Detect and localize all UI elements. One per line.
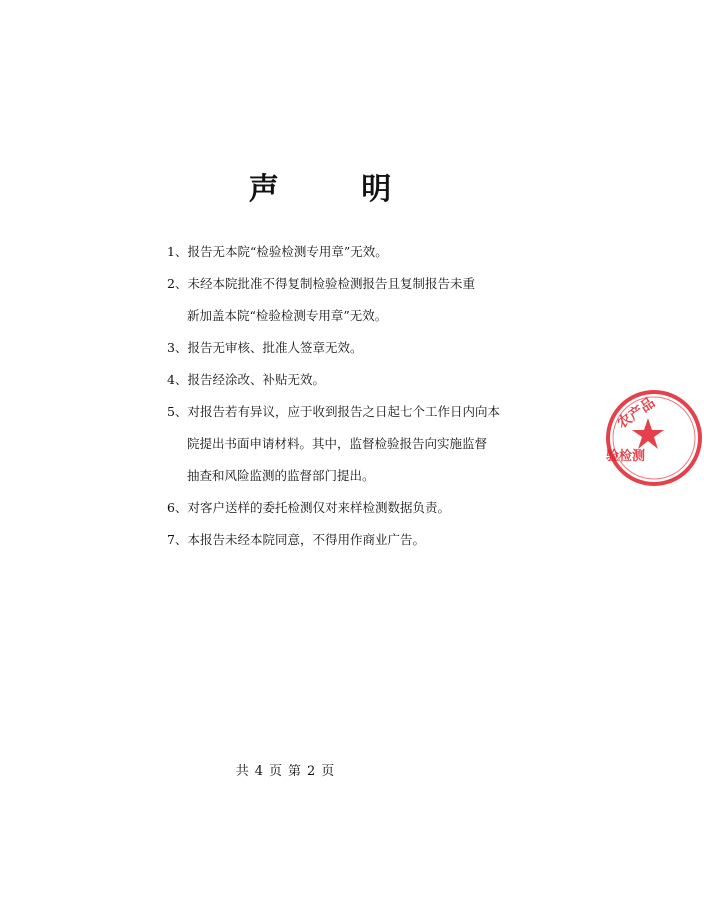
clause-1-line-1: 1、报告无本院“检验检测专用章”无效。 [167,244,388,259]
official-seal-stamp [604,388,704,488]
footer-page-word: 页 [268,764,282,779]
declaration-clauses [167,240,567,560]
svg-text:农产品: 农产品 [614,394,659,432]
footer-current-prefix: 第 [288,764,302,779]
clause-2-line-1: 2、未经本院批准不得复制检验检测报告且复制报告未重 [167,276,475,291]
clause-6-line-1: 6、对客户送样的委托检测仅对来样检测数据负责。 [167,500,450,515]
clause-4-line-1: 4、报告经涂改、补贴无效。 [167,372,325,387]
clause-7-line-1: 7、本报告未经本院同意，不得用作商业广告。 [167,532,425,547]
footer-total-pages: 4 [254,764,263,779]
clause-3-line-1: 3、报告无审核、批准人签章无效。 [167,340,363,355]
footer-current-suffix: 页 [321,764,335,779]
clause-5-line-3: 抽查和风险监测的监督部门提出。 [187,468,375,483]
page-title: 声 明 [248,172,428,207]
svg-text:验检测: 验检测 [606,449,646,464]
clause-5-line-1: 5、对报告若有异议，应于收到报告之日起七个工作日内向本 [167,404,500,419]
footer-total-prefix: 共 [235,764,249,779]
page-footer [0,760,640,779]
clause-2-line-2: 新加盖本院“检验检测专用章”无效。 [187,308,388,323]
clause-5-line-2: 院提出书面申请材料。其中，监督检验报告向实施监督 [187,436,488,451]
footer-current-page: 2 [307,764,316,779]
